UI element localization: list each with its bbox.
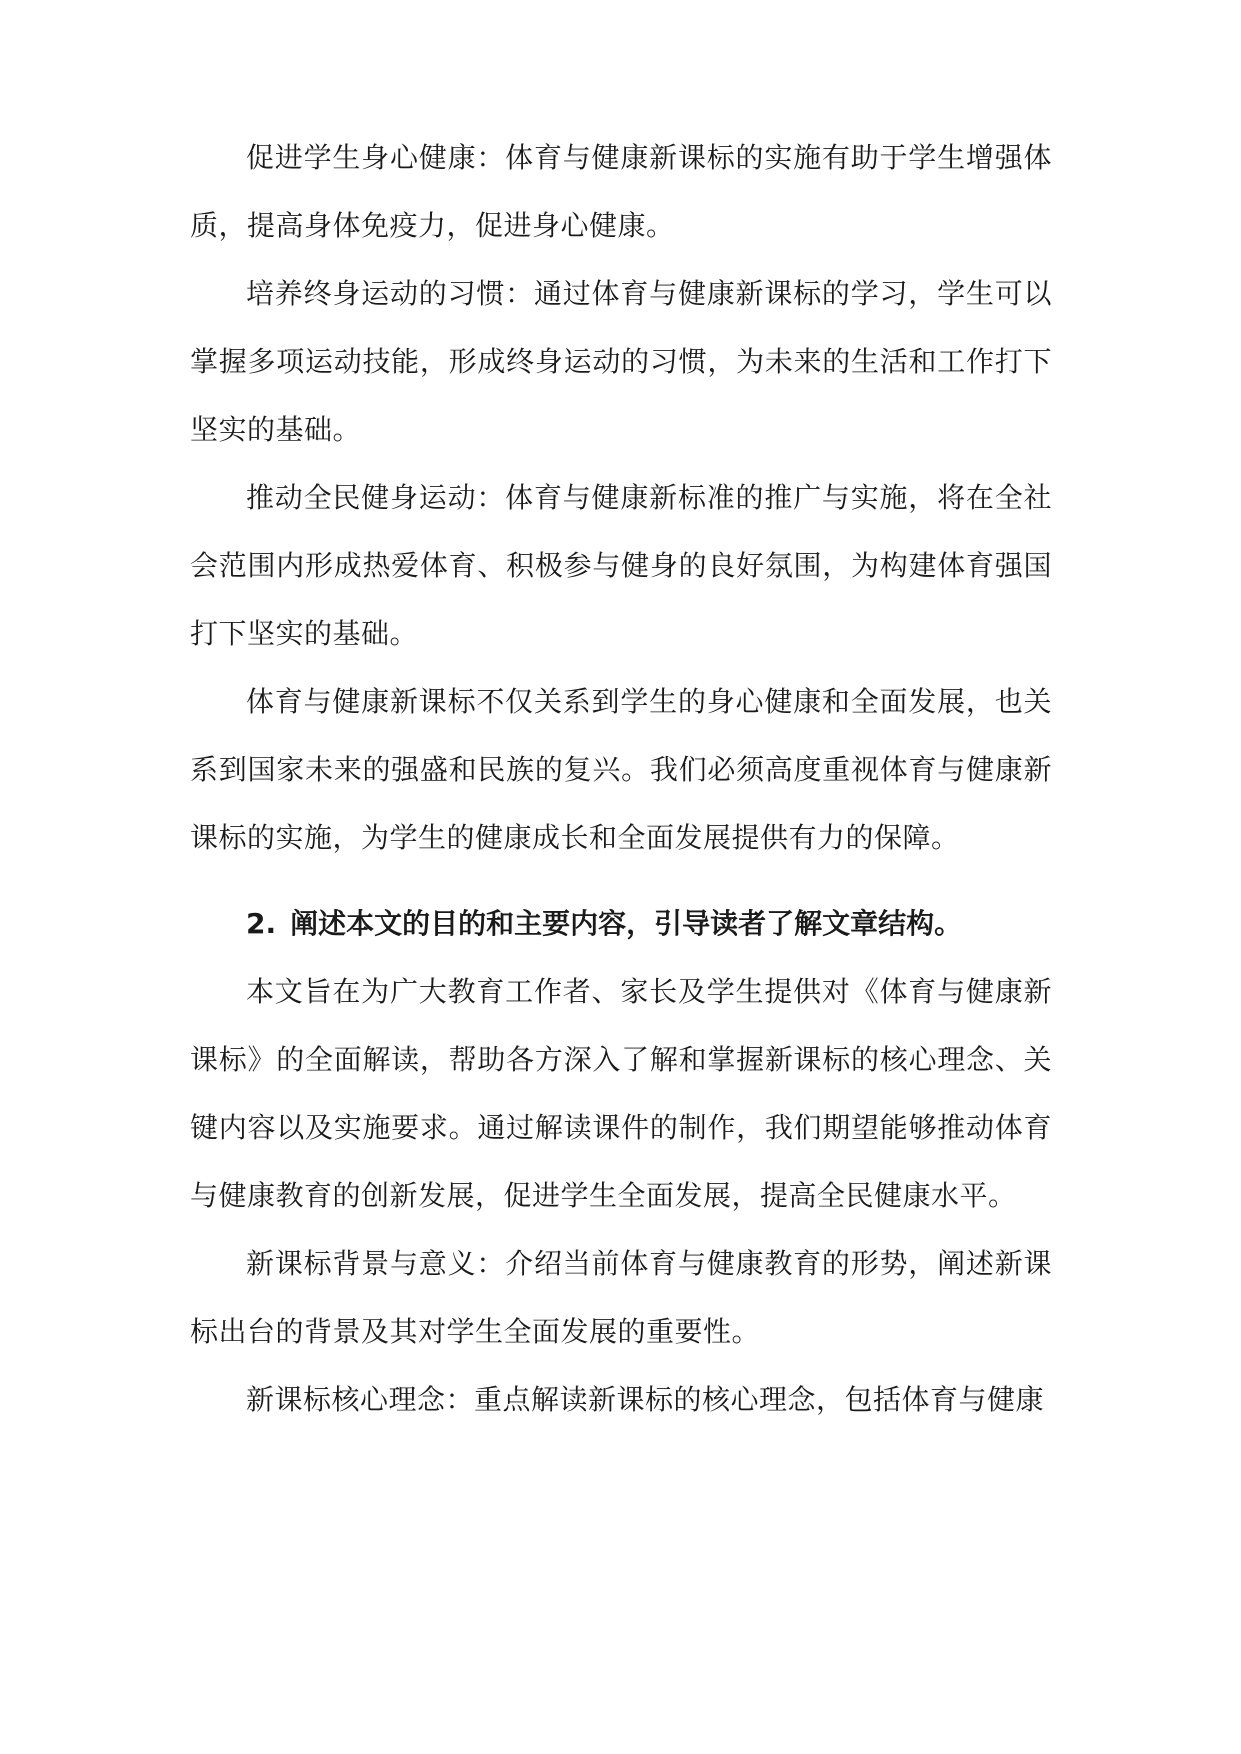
paragraph-core-concept: 新课标核心理念：重点解读新课标的核心理念，包括体育与健康	[246, 1383, 1045, 1416]
section-number: 2.	[246, 907, 277, 940]
section-heading	[246, 890, 1052, 958]
paragraph-national-fitness: 推动全民健身运动：体育与健康新标准的推广与实施，将在全社会范围内形成热爱体育、积极参与健身的良好氛围，为构建体育强国打下坚实的基础。	[190, 481, 1052, 650]
section-title: 阐述本文的目的和主要内容，引导读者了解文章结构。	[290, 907, 963, 940]
paragraph-significance-summary: 体育与健康新课标不仅关系到学生的身心健康和全面发展，也关系到国家未来的强盛和民族的复兴。我们必须高度重视体育与健康新课标的实施，为学生的健康成长和全面发展提供有力的保障。	[190, 685, 1052, 854]
paragraph-background: 新课标背景与意义：介绍当前体育与健康教育的形势，阐述新课标出台的背景及其对学生全面发展的重要性。	[190, 1247, 1052, 1348]
paragraph-lifelong-exercise: 培养终身运动的习惯：通过体育与健康新课标的学习，学生可以掌握多项运动技能，形成终身运动的习惯，为未来的生活和工作打下坚实的基础。	[190, 277, 1052, 446]
paragraph-promote-health: 促进学生身心健康：体育与健康新课标的实施有助于学生增强体质，提高身体免疫力，促进身心健康。	[190, 141, 1052, 242]
paragraph-purpose: 本文旨在为广大教育工作者、家长及学生提供对《体育与健康新课标》的全面解读，帮助各方深入了解和掌握新课标的核心理念、关键内容以及实施要求。通过解读课件的制作，我们期望能够推动体育与健康教育的创新发展，促进学生全面发展，提高全民健康水平。	[190, 975, 1052, 1212]
